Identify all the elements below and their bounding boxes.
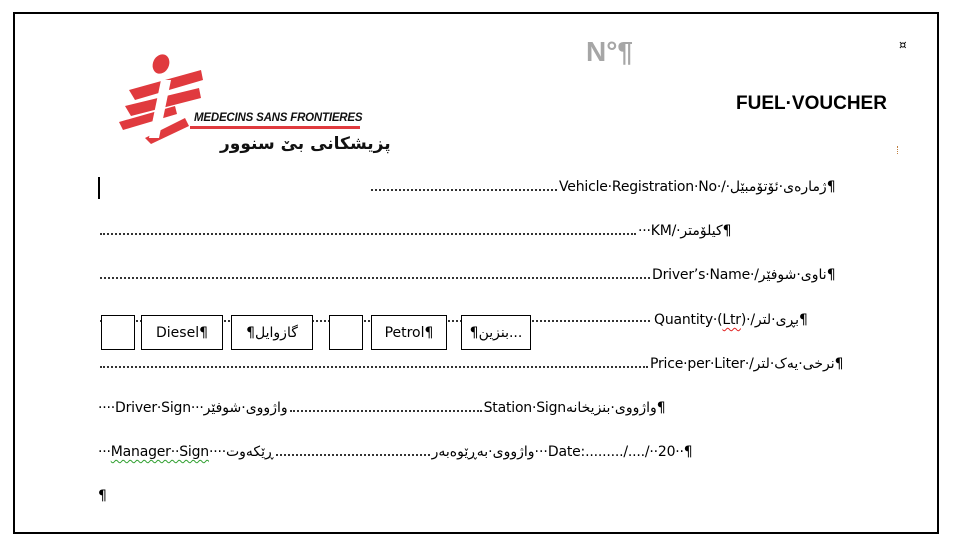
voucher-number-label: N°¶ (586, 36, 633, 67)
diesel-checkbox[interactable] (101, 315, 135, 350)
petrol-label-ku: ...بنزین¶ (469, 324, 523, 341)
quantity-label-en: Quantity·( (654, 312, 723, 328)
fuel-option-petrol (371, 315, 447, 350)
text-boundary-marker (897, 146, 899, 154)
paragraph-mark: ¶ (656, 400, 666, 416)
paragraph-mark: ¶ (826, 267, 836, 283)
leader-dots: ··· (98, 444, 111, 460)
driver-name-label-en: Driver’s·Name·/ (652, 267, 759, 283)
text-cursor (98, 177, 100, 199)
end-of-cell-mark: ¤ (899, 38, 907, 52)
vehicle-registration-label-ku: ژمارەی·ئۆتۆمبێل (729, 179, 827, 195)
signature-row-driver-station[interactable] (98, 400, 666, 416)
leader-dots: ··· (190, 400, 204, 416)
price-label-ku: نرخی·یەک·لتر (753, 356, 835, 372)
station-sign-label-ku: واژووی·بنزیخانە (565, 400, 657, 416)
quantity-label-ku: بڕی·لتر (754, 312, 799, 328)
paragraph-mark: ¶ (834, 356, 844, 372)
fill-line[interactable] (100, 277, 650, 279)
paragraph-mark: ¶ (722, 223, 732, 239)
msf-logo (110, 50, 391, 160)
paragraph-mark: ¶ (826, 179, 836, 195)
fuel-option-petrol-ku (461, 315, 531, 350)
date-label-ku: ڕێکەوت (225, 444, 274, 460)
manager-sign-label-ku: واژووی·بەڕێوەبەر (431, 444, 535, 460)
fill-line[interactable] (100, 366, 648, 368)
logo-org-name-ku: پزیشکانی بێ سنوور (220, 134, 391, 154)
price-label-en: Price·per·Liter·/ (650, 356, 754, 372)
petrol-label: Petrol¶ (384, 324, 434, 341)
leader-dots: ··· (534, 444, 548, 460)
paragraph-mark: ¶ (683, 444, 693, 460)
final-paragraph-mark: ¶ (98, 488, 107, 504)
km-label-en: KM/· (650, 223, 681, 239)
leader-dots: ···· (208, 444, 226, 460)
field-vehicle-registration[interactable] (369, 179, 836, 195)
separator-dots: ··· (638, 223, 651, 239)
logo-underline (190, 126, 360, 129)
diesel-label-ku: گازوایل¶ (246, 324, 298, 341)
driver-sign-label-en: Driver·Sign (115, 400, 191, 416)
station-sign-label-en: Station·Sign (483, 400, 566, 416)
paragraph-mark: ¶ (798, 312, 808, 328)
date-label-en: Date: (547, 444, 586, 460)
signature-row-manager-date[interactable] (98, 444, 693, 460)
msf-running-man-icon (115, 50, 205, 145)
petrol-checkbox[interactable] (329, 315, 363, 350)
driver-sign-fill-line[interactable] (290, 410, 482, 412)
quantity-unit-spelling-flag: Ltr (722, 312, 741, 328)
field-quantity[interactable] (654, 312, 808, 328)
fill-line[interactable] (371, 189, 557, 191)
date-field[interactable]: ........./..../··20·· (585, 444, 684, 460)
fuel-option-diesel (141, 315, 223, 350)
vehicle-registration-label-en: Vehicle·Registration·No·/· (559, 179, 730, 195)
field-driver-name[interactable] (98, 267, 836, 283)
fill-line[interactable] (100, 233, 636, 235)
manager-sign-fill-line[interactable] (276, 454, 430, 456)
fuel-option-diesel-ku (231, 315, 313, 350)
manager-sign-label-en: Manager··Sign (110, 444, 209, 460)
field-price-per-liter[interactable] (98, 356, 844, 372)
leader-dots: ···· (98, 400, 116, 416)
field-km[interactable] (98, 223, 732, 239)
quantity-label-en-suffix: )·/ (740, 312, 755, 328)
driver-sign-label-ku: واژووی·شوفێر (203, 400, 288, 416)
driver-name-label-ku: ناوی·شوفێر (758, 267, 827, 283)
document-title: FUEL·VOUCHER (736, 93, 887, 114)
logo-org-name-en: MEDECINS SANS FRONTIERES (194, 112, 363, 124)
km-label-ku: کیلۆمتر (680, 223, 723, 239)
diesel-label: Diesel¶ (156, 324, 208, 341)
